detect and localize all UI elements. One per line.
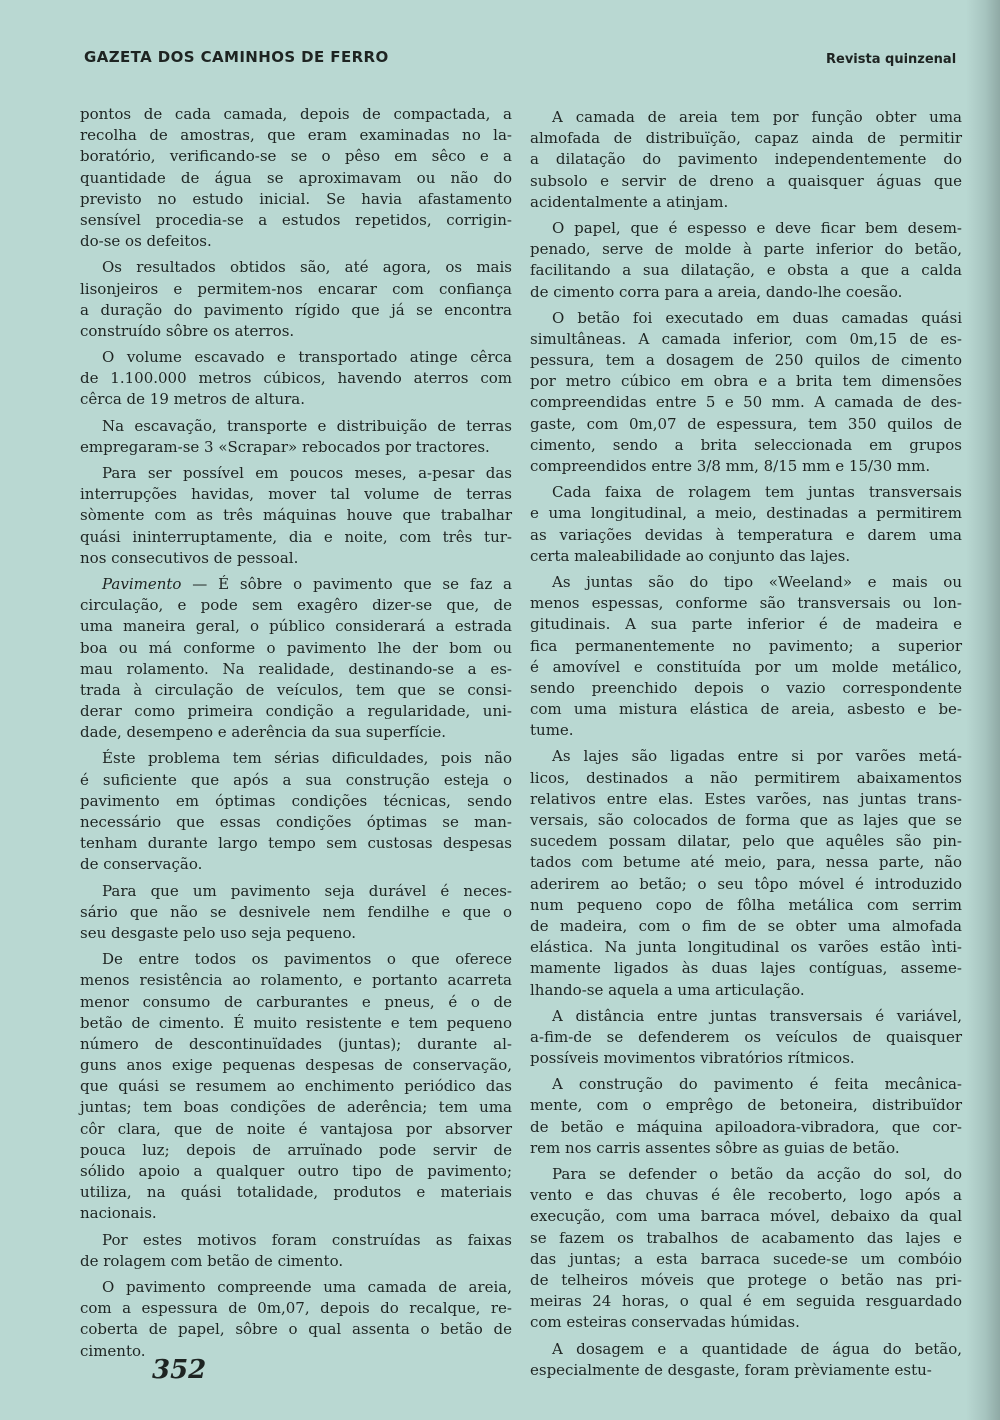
text-line: tados com betume até meio, para, nessa parte, não: [530, 853, 962, 872]
text-line: de 1.100.000 metros cúbicos, havendo aterros com: [80, 369, 512, 388]
text-line: previsto no estudo inicial. Se havia afastamento: [80, 189, 512, 208]
text-line: menos resistência ao rolamento, e portanto acarreta: [80, 971, 512, 990]
text-line: a-fim-de se defenderem os veículos de quaisquer: [530, 1027, 962, 1046]
text-line: interrupções havidas, mover tal volume de terras: [80, 485, 512, 504]
text-line: sólido apoio a qualquer outro tipo de pavimento;: [80, 1162, 512, 1180]
text-line: subsolo e servir de dreno a quaisquer águas que: [530, 171, 962, 190]
running-header-title: GAZETA DOS CAMINHOS DE FERRO: [84, 48, 389, 66]
text-line: lisonjeiros e permitem-nos encarar com confiança: [80, 279, 512, 298]
text-line: se fazem os trabalhos de acabamento das lajes e: [530, 1228, 962, 1247]
text-line: Os resultados obtidos são, até agora, os mais: [102, 258, 512, 277]
text-line: O papel, que é espesso e deve ficar bem desem-: [552, 218, 962, 237]
text-line: fica permanentemente no pavimento; a superior: [530, 636, 962, 655]
page-number: 352: [152, 1355, 207, 1385]
running-header-subtitle: Revista quinzenal: [826, 52, 957, 67]
text-line: é suficiente que após a sua construção esteja o: [80, 770, 512, 789]
text-line: dade, desempeno e aderência da sua superfície.: [80, 723, 447, 742]
text-line: nos consecutivos de pessoal.: [80, 548, 299, 567]
text-line: sòmente com as três máquinas houve que trabalhar: [80, 506, 512, 525]
text-line: e uma longitudinal, a meio, destinadas a permitirem: [530, 504, 962, 523]
text-line: tenham durante largo tempo sem custosas despesas: [80, 834, 512, 853]
text-line: facilitando a sua dilatação, e obsta a que a calda: [530, 261, 962, 280]
text-line: Éste problema tem sérias dificuldades, pois não: [102, 749, 512, 768]
text-line: compreendidas entre 5 e 50 mm. A camada de des-: [530, 393, 962, 412]
text-line: De entre todos os pavimentos o que oferece: [102, 950, 512, 969]
text-line: Para se defender o betão da acção do sol, do: [552, 1165, 962, 1183]
text-line: pouca luz; depois de arruïnado pode servir de: [80, 1140, 512, 1159]
text-line: cimento, sendo a brita seleccionada em grupos: [530, 435, 962, 454]
text-line: pessura, tem a dosagem de 250 quilos de cimento: [530, 351, 962, 370]
page-edge-shadow: [966, 0, 1000, 1420]
text-line: A dosagem e a quantidade de água do betão,: [552, 1339, 962, 1358]
text-line: num pequeno copo de fôlha metálica com serrim: [530, 895, 962, 914]
text-line: de telheiros móveis que protege o betão nas pri-: [530, 1270, 962, 1289]
text-line: boa ou má conforme o pavimento lhe der bom ou: [80, 638, 512, 657]
text-line: Na escavação, transporte e distribuição de terras: [102, 416, 512, 435]
text-line: uma maneira geral, o público considerará a estrada: [80, 617, 512, 636]
text-line: a dilatação do pavimento independentemente do: [530, 150, 962, 169]
text-line: guns anos exige pequenas despesas de conservação,: [80, 1056, 512, 1075]
text-line: coberta de papel, sôbre o qual assenta o betão de: [80, 1320, 512, 1339]
text-line: do-se os defeitos.: [80, 232, 212, 251]
text-line: A construção do pavimento é feita mecânica-: [552, 1075, 962, 1094]
text-line: relativos entre elas. Estes varões, nas juntas trans-: [530, 789, 962, 808]
text-line: certa maleabilidade ao conjunto das lajes.: [530, 546, 851, 565]
text-line: por metro cúbico em obra e a brita tem dimensões: [530, 372, 962, 391]
text-line: trada à circulação de veículos, tem que se consi-: [80, 680, 512, 699]
text-line: as variações devidas à temperatura e darem uma: [530, 525, 962, 544]
text-line: gaste, com 0m,07 de espessura, tem 350 quilos de: [530, 414, 962, 433]
right-text-column: [530, 107, 962, 1381]
text-line: das juntas; a esta barraca sucede-se um combóio: [530, 1249, 962, 1268]
text-line: quási ininterruptamente, dia e noite, com três tur-: [80, 527, 512, 546]
text-line: menos espessas, conforme são transversais ou lon-: [530, 594, 962, 613]
text-line: simultâneas. A camada inferior, com 0m,15 de es-: [530, 329, 962, 348]
text-line: cêrca de 19 metros de altura.: [80, 390, 306, 409]
text-line: com esteiras conservadas húmidas.: [530, 1313, 800, 1332]
text-line: aderirem ao betão; o seu tôpo móvel é introduzido: [530, 874, 962, 893]
text-line: empregaram-se 3 «Scrapar» rebocados por tractores.: [80, 437, 490, 456]
text-line: A camada de areia tem por função obter uma: [552, 108, 962, 126]
text-line: Pavimento — É sôbre o pavimento que se faz a: [102, 574, 512, 593]
text-line: derar como primeira condição a regularidade, uni-: [80, 702, 512, 721]
text-line: almofada de distribuïção, capaz ainda de permitir: [530, 129, 962, 148]
section-heading-pavimento: Pavimento: [102, 574, 182, 593]
text-line: Para que um pavimento seja durável é neces-: [102, 881, 512, 900]
text-line: quantidade de água se aproximavam ou não do: [80, 168, 512, 187]
text-line: seu desgaste pelo uso seja pequeno.: [80, 923, 357, 942]
text-line: execução, com uma barraca móvel, debaixo da qual: [530, 1207, 962, 1226]
text-line: mau rolamento. Na realidade, destinando-se a es-: [80, 659, 512, 678]
text-line: licos, destinados a não permitirem abaixamentos: [530, 768, 962, 787]
text-line: circulação, e pode sem exagêro dizer-se que, de: [80, 596, 512, 615]
text-line: sucedem possam dilatar, pelo que aquêles são pin-: [530, 832, 962, 851]
text-line: sendo preenchido depois o vazio correspondente: [530, 678, 962, 697]
text-line: pontos de cada camada, depois de compactada, a: [80, 105, 512, 123]
text-line: com uma mistura elástica de areia, asbesto e be-: [530, 700, 962, 719]
text-line: Para ser possível em poucos meses, a-pesar das: [102, 464, 512, 482]
text-line: penado, serve de molde à parte inferior do betão,: [530, 240, 962, 259]
text-line: mamente ligados às duas lajes contíguas, asseme-: [530, 959, 962, 978]
text-line: côr clara, que de noite é vantajosa por absorver: [80, 1119, 512, 1138]
text-line: rem nos carris assentes sôbre as guias de betão.: [530, 1138, 900, 1157]
text-line: sensível procedia-se a estudos repetidos, corrigin-: [80, 210, 512, 229]
text-line: recolha de amostras, que eram examinadas no la-: [80, 126, 512, 145]
text-line: gitudinais. A sua parte inferior é de madeira e: [530, 615, 962, 634]
text-line: pavimento em óptimas condições técnicas, sendo: [80, 791, 512, 810]
text-line: acidentalmente a atinjam.: [530, 192, 729, 211]
text-line: possíveis movimentos vibratórios rítmicos.: [530, 1049, 855, 1068]
text-line: com a espessura de 0m,07, depois do recalque, re-: [80, 1299, 512, 1318]
text-line: O betão foi executado em duas camadas quási: [552, 308, 962, 327]
text-line: Cada faixa de rolagem tem juntas transversais: [552, 483, 962, 502]
text-line: utiliza, na quási totalidade, produtos e materiais: [80, 1183, 512, 1202]
text-line: O pavimento compreende uma camada de areia,: [102, 1277, 512, 1296]
text-line: que quási se resumem ao enchimento periódico das: [80, 1077, 512, 1096]
text-line: As lajes são ligadas entre si por varões metá-: [552, 747, 962, 766]
text-line: de betão e máquina apiloadora-vibradora, que cor-: [530, 1117, 962, 1136]
text-line: necessário que essas condições óptimas se man-: [80, 813, 512, 831]
text-line: é amovível e constituída por um molde metálico,: [530, 657, 962, 676]
text-line: especialmente de desgaste, foram prèviamente estu-: [530, 1360, 932, 1379]
text-line: de cimento corra para a areia, dando-lhe coesão.: [530, 282, 903, 301]
text-line: compreendidos entre 3/8 mm, 8/15 mm e 15/30 mm.: [530, 457, 931, 475]
text-line: menor consumo de carburantes e pneus, é o de: [80, 992, 512, 1011]
text-line: O volume escavado e transportado atinge cêrca: [102, 348, 512, 367]
text-line: construído sôbre os aterros.: [80, 321, 295, 340]
text-line: As juntas são do tipo «Weeland» e mais ou: [552, 572, 962, 591]
text-line: tume.: [530, 721, 574, 740]
text-line: vento e das chuvas é êle recoberto, logo após a: [530, 1186, 962, 1205]
text-line: lhando-se aquela a uma articulação.: [530, 980, 805, 999]
text-line: boratório, verificando-se se o pêso em sêco e a: [80, 147, 512, 166]
text-line: versais, são colocados de forma que as lajes que se: [530, 811, 962, 829]
text-line: Por estes motivos foram construídas as faixas: [102, 1230, 512, 1249]
text-line: mente, com o emprêgo de betoneira, distribuïdor: [530, 1096, 962, 1115]
text-line: betão de cimento. É muito resistente e tem pequeno: [80, 1013, 512, 1032]
text-line: a duração do pavimento rígido que já se encontra: [80, 300, 512, 319]
text-line: número de descontinuïdades (juntas); durante al-: [80, 1034, 512, 1053]
text-line: juntas; tem boas condições de aderência; tem uma: [80, 1098, 512, 1117]
text-line: de madeira, com o fim de se obter uma almofada: [530, 916, 962, 935]
left-text-column: [80, 104, 512, 1362]
text-line: elástica. Na junta longitudinal os varões estão ìnti-: [530, 938, 962, 957]
text-line: nacionais.: [80, 1204, 157, 1223]
text-line: A distância entre juntas transversais é variável,: [552, 1006, 962, 1025]
text-line: cimento.: [80, 1341, 146, 1360]
text-line: sário que não se desnivele nem fendilhe e que o: [80, 902, 512, 921]
text-line: meiras 24 horas, o qual é em seguida resguardado: [530, 1292, 962, 1311]
text-line: de rolagem com betão de cimento.: [80, 1251, 344, 1270]
text-line: de conservação.: [80, 855, 203, 874]
